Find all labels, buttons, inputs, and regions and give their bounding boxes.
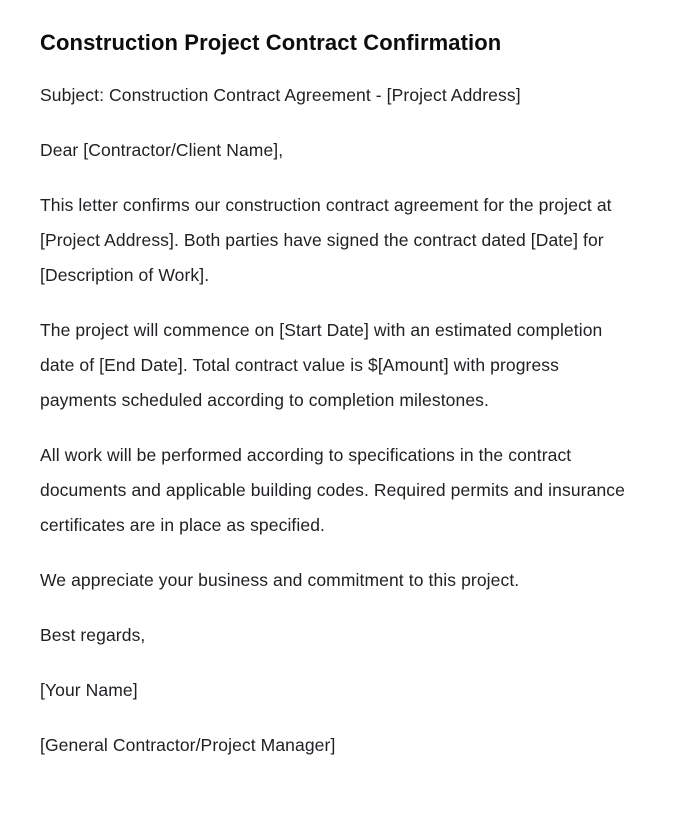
closing: Best regards, (40, 625, 146, 645)
paragraph-specifications-permits: All work will be performed according to specifications in the contract documents and applicable building codes. Required permits and insurance certificates are in place as specified. (40, 445, 625, 535)
signature-role: [General Contractor/Project Manager] (40, 735, 336, 755)
salutation: Dear [Contractor/Client Name], (40, 140, 284, 160)
signature-name: [Your Name] (40, 680, 138, 700)
subject-line: Subject: Construction Contract Agreement - [Project Address] (40, 85, 521, 105)
paragraph-contract-confirmation: This letter confirms our construction contract agreement for the project at [Project Address]. Both parties have signed the contract dated [Date] for [Description of Work]. (40, 195, 612, 285)
paragraph-schedule-and-value: The project will commence on [Start Date] with an estimated completion date of [End Date]. Total contract value is $[Amount] with progress payments scheduled according to completion milestones. (40, 320, 603, 410)
paragraph-appreciation: We appreciate your business and commitment to this project. (40, 570, 520, 590)
letter-body (40, 78, 660, 763)
document-title: Construction Project Contract Confirmation (40, 30, 502, 55)
